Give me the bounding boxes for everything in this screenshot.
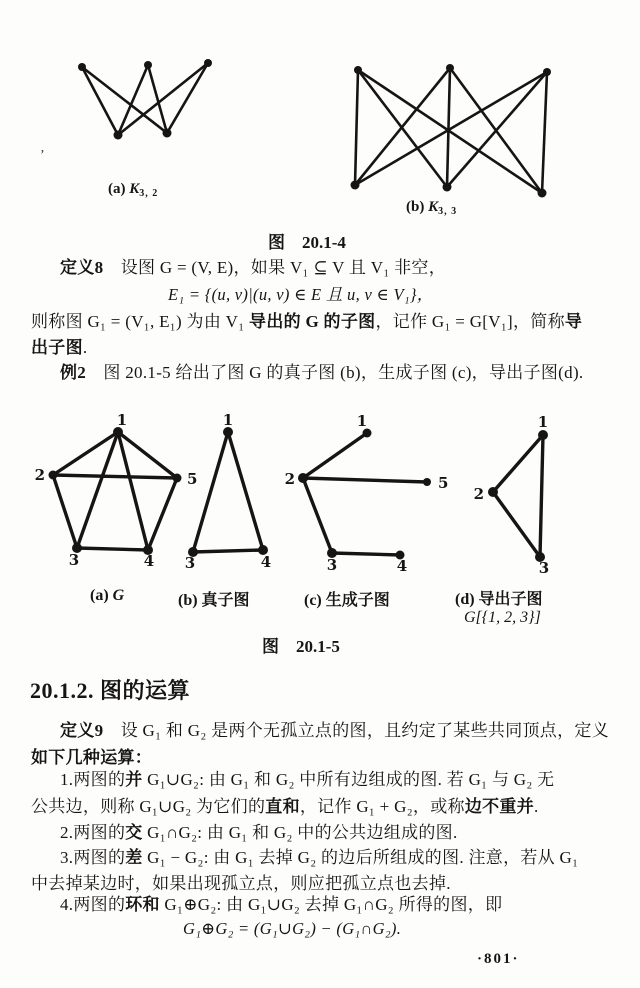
edges bbox=[303, 433, 427, 555]
op-intersection-term: 交 bbox=[125, 823, 143, 842]
vertex-label: 3 bbox=[538, 559, 550, 577]
def8-line2-b: 导出的 G 的子图 bbox=[249, 312, 376, 331]
def8-formula: E₁ = {(u, v)|(u, v) ∈ E 且 u, v ∈ V₁}， bbox=[168, 285, 434, 304]
vertex-label: 3 bbox=[184, 554, 196, 572]
op-intersection-l1c: G₁∩G₂: 由 G₁ 和 G₂ 中的公共边组成的图. bbox=[142, 823, 458, 842]
vertex-label: 3 bbox=[326, 556, 338, 574]
op-difference-line1 bbox=[60, 847, 578, 869]
vertex-label: 4 bbox=[260, 553, 272, 571]
op-union-term: 并 bbox=[125, 770, 143, 789]
vertex-label: 2 bbox=[473, 485, 484, 503]
page-number: ·801· bbox=[477, 951, 520, 967]
def8-line1 bbox=[60, 257, 446, 279]
def8-line2-c: ，记作 G₁ = G[V₁]，简称 bbox=[375, 312, 565, 331]
fig4-label-b-prefix: (b) bbox=[406, 199, 429, 215]
def8-line3-b: . bbox=[82, 338, 88, 357]
graph-spanning-subgraph bbox=[284, 412, 449, 575]
vertex-label: 2 bbox=[284, 470, 295, 488]
op-ringsum-line1 bbox=[60, 894, 502, 916]
vertex-label: 1 bbox=[356, 412, 368, 430]
op-ringsum-l1c: G₁⊕G₂: 由 G₁∪G₂ 去掉 G₁∩G₂ 所得的图，即 bbox=[159, 895, 503, 914]
vertex-dots bbox=[49, 427, 182, 555]
op-union-term2: 直和 bbox=[265, 797, 300, 816]
def8-line2-a: 则称图 G₁ = (V₁, E₁) 为由 V₁ bbox=[31, 312, 250, 331]
fig5-caption-c: (c) 生成子图 bbox=[304, 592, 390, 609]
vertex-label: 1 bbox=[537, 413, 549, 431]
graph-k32 bbox=[48, 44, 233, 149]
vertex-label: 4 bbox=[143, 552, 155, 570]
vertex-dots bbox=[188, 427, 268, 557]
fig5-caption-a bbox=[90, 587, 124, 605]
fig4-label-b bbox=[406, 199, 457, 217]
def9-term: 定义9 bbox=[60, 721, 104, 740]
vertex-label: 5 bbox=[187, 470, 198, 488]
def8-term: 定义8 bbox=[60, 258, 104, 277]
fig4-label-a-var: K bbox=[129, 181, 140, 197]
op-union-l1a: 1.两图的 bbox=[60, 770, 126, 789]
def8-line3 bbox=[31, 337, 87, 359]
op-difference-l1a: 3.两图的 bbox=[60, 848, 126, 867]
op-union-l2e: . bbox=[534, 797, 539, 816]
edges bbox=[193, 432, 263, 552]
edges bbox=[493, 435, 543, 557]
graph-proper-subgraph bbox=[176, 412, 292, 574]
op-intersection-l1a: 2.两图的 bbox=[60, 823, 126, 842]
fig4-label-b-var: K bbox=[428, 199, 439, 215]
graph-induced-subgraph bbox=[474, 412, 586, 578]
def9-line2: 如下几种运算： bbox=[31, 748, 153, 767]
scan-artifact-mark: ’ bbox=[40, 148, 45, 163]
op-union-line2 bbox=[31, 796, 539, 818]
op-ringsum-term: 环和 bbox=[125, 895, 160, 914]
def9-line1 bbox=[60, 720, 609, 742]
op-union-line1 bbox=[60, 769, 554, 791]
vertex-label: 2 bbox=[34, 466, 45, 484]
example2-term: 例2 bbox=[60, 363, 87, 382]
fig5-caption-a-prefix: (a) bbox=[90, 587, 113, 604]
fig5-caption-b: (b) 真子图 bbox=[178, 592, 250, 609]
edges bbox=[355, 68, 547, 193]
def8-line3-a: 出子图 bbox=[31, 338, 83, 357]
op-intersection-line bbox=[60, 822, 458, 844]
example2-line bbox=[60, 362, 583, 384]
op-union-l2c: ，记作 G₁ + G₂，或称 bbox=[299, 797, 465, 816]
section-heading: 20.1.2. 图的运算 bbox=[30, 678, 191, 703]
def8-line1-text: 设图 G = (V, E)，如果 V₁ ⊆ V 且 V₁ 非空， bbox=[103, 258, 447, 277]
vertex-label: 5 bbox=[438, 474, 449, 492]
vertex-label: 1 bbox=[222, 411, 234, 429]
graph-k33 bbox=[336, 48, 566, 200]
edges bbox=[82, 63, 208, 135]
fig4-label-a-subscript: 3, 2 bbox=[139, 188, 159, 199]
vertex-label: 4 bbox=[396, 557, 408, 575]
op-difference-term: 差 bbox=[125, 848, 143, 867]
fig4-caption: 图 20.1-4 bbox=[268, 233, 346, 252]
fig5-caption: 图 20.1-5 bbox=[262, 637, 340, 656]
vertex-dots bbox=[298, 429, 431, 560]
op-difference-l1c: G₁ − G₂: 由 G₁ 去掉 G₂ 的边后所组成的图. 注意，若从 G₁ bbox=[142, 848, 579, 867]
op-union-term3: 边不重并 bbox=[464, 797, 535, 816]
op-union-l1c: G₁∪G₂: 由 G₁ 和 G₂ 中所有边组成的图. 若 G₁ 与 G₂ 无 bbox=[142, 770, 555, 789]
fig4-label-b-subscript: 3, 3 bbox=[438, 206, 458, 217]
fig4-label-a-prefix: (a) bbox=[108, 181, 130, 197]
edges bbox=[53, 432, 177, 550]
op-ringsum-l1a: 4.两图的 bbox=[60, 895, 126, 914]
def9-line1-text: 设 G₁ 和 G₂ 是两个无孤立点的图，且约定了某些共同顶点，定义 bbox=[103, 721, 610, 740]
def8-line2-d: 导 bbox=[564, 312, 583, 331]
fig4-label-a bbox=[108, 181, 158, 199]
fig5-caption-d-set: G[{1, 2, 3}] bbox=[464, 609, 541, 626]
vertex-label: 1 bbox=[116, 411, 128, 429]
op-difference-line2: 中去掉某边时，如果出现孤立点，则应把孤立点也去掉. bbox=[31, 874, 451, 893]
fig5-caption-d: (d) 导出子图 bbox=[455, 591, 543, 608]
op-ringsum-formula: G₁⊕G₂ = (G₁∪G₂) − (G₁∩G₂). bbox=[183, 919, 402, 938]
example2-text: 图 20.1-5 给出了图 G 的真子图 (b)，生成子图 (c)，导出子图(d). bbox=[86, 363, 584, 382]
op-union-l2a: 公共边，则称 G₁∪G₂ 为它们的 bbox=[31, 797, 266, 816]
vertex-label: 3 bbox=[68, 551, 80, 569]
def8-line2 bbox=[31, 311, 582, 333]
fig5-caption-a-var: G bbox=[112, 587, 125, 604]
